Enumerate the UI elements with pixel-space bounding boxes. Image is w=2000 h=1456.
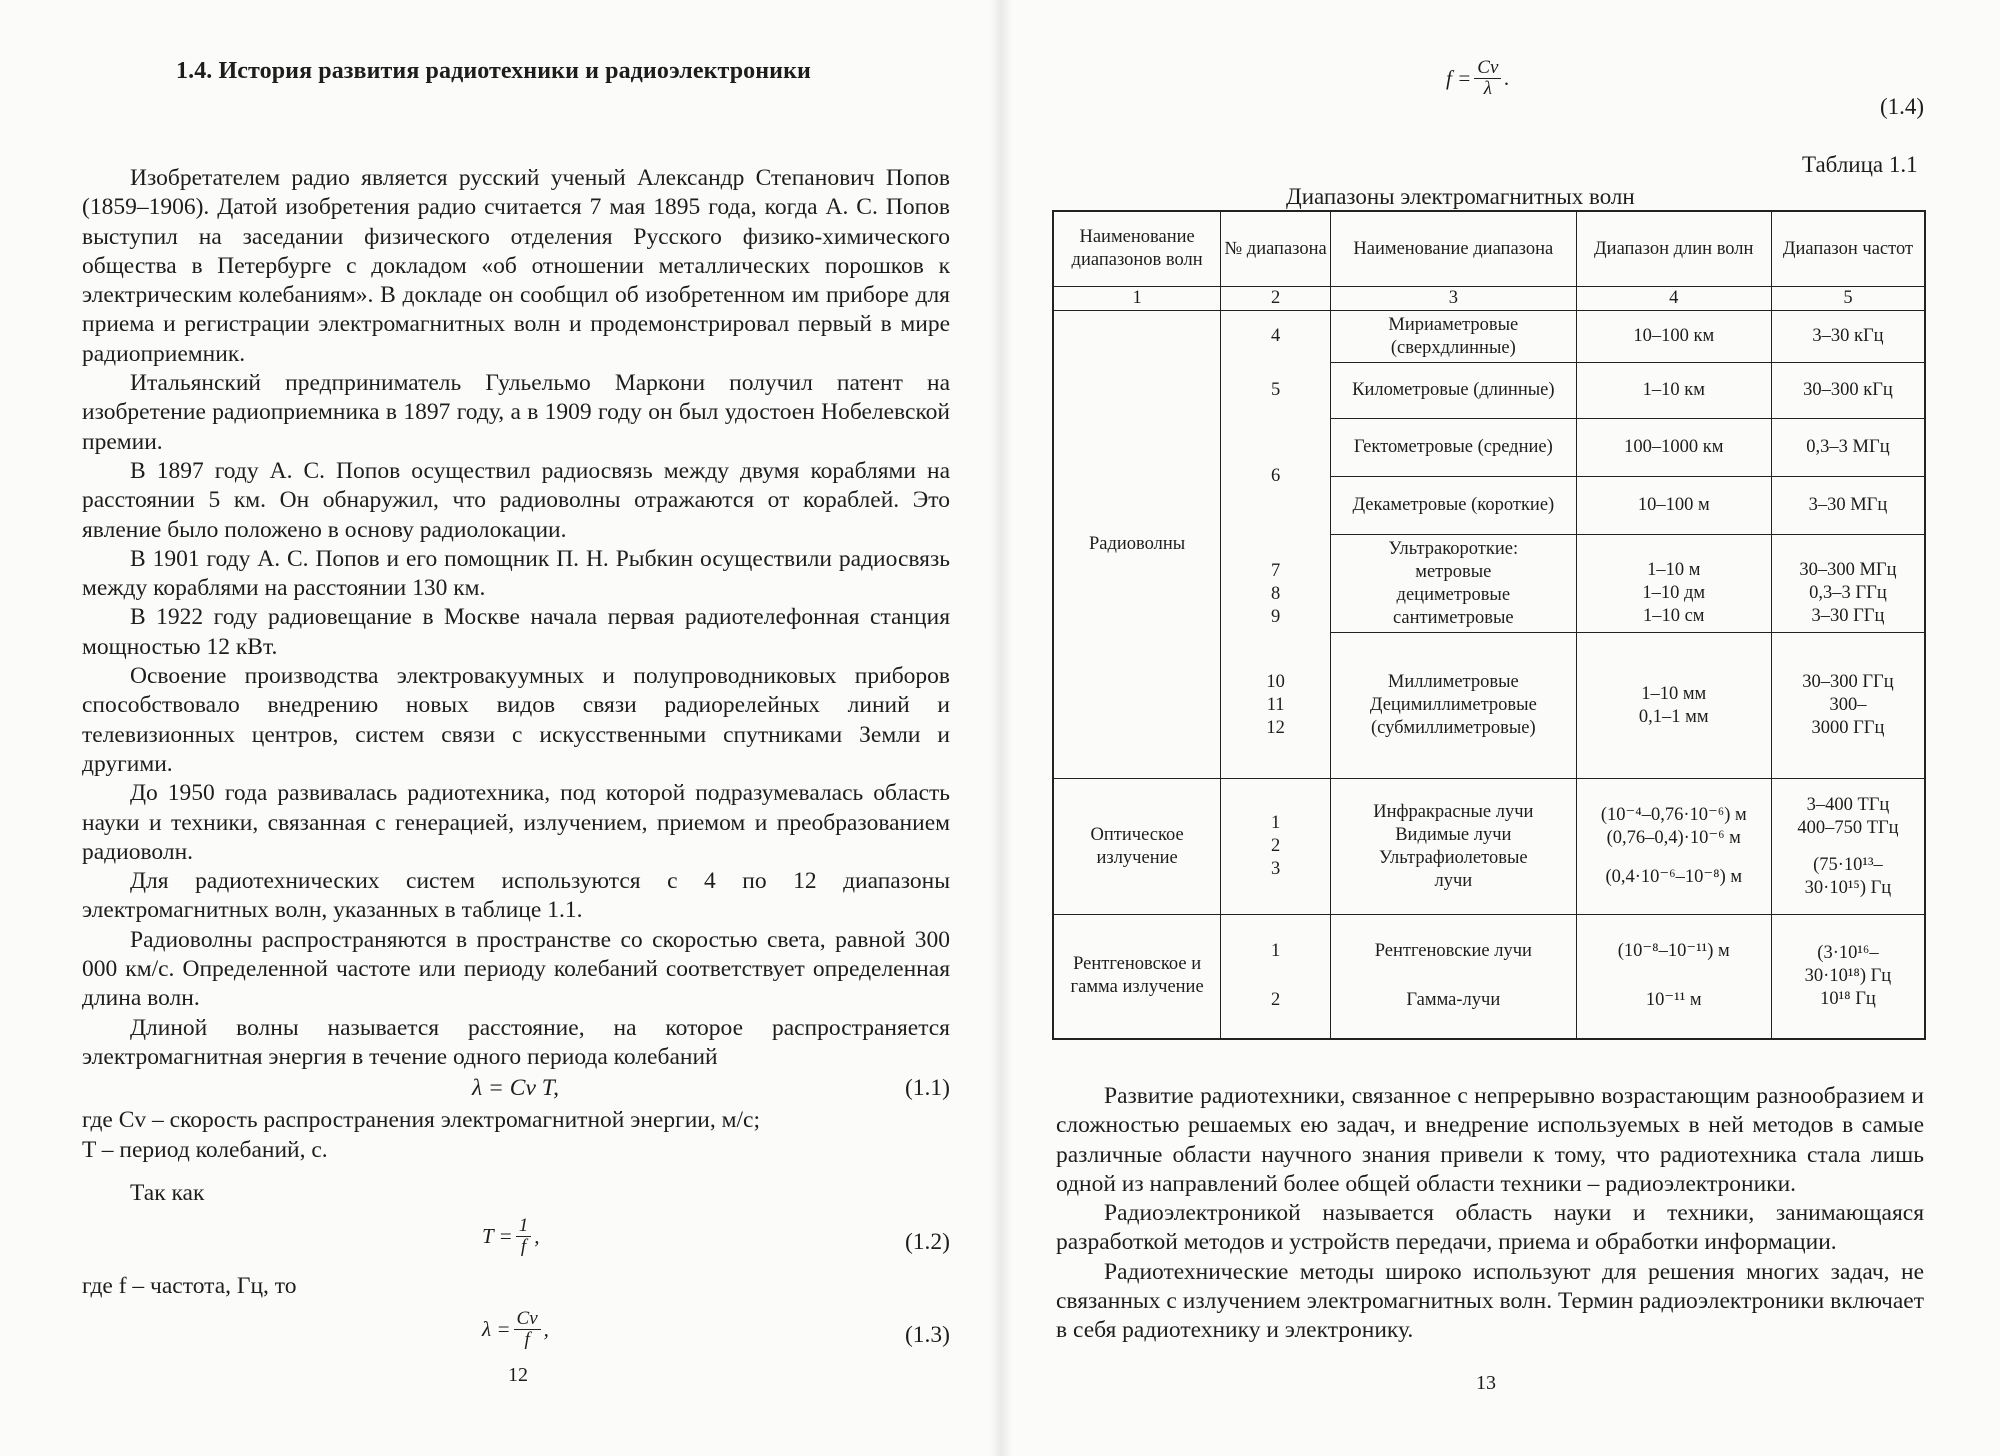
table-cell: 10–100 км [1576, 311, 1771, 363]
table-cell: Мириаметровые (сверхдлинные) [1331, 311, 1577, 363]
cell-line: 300– [1829, 695, 1867, 715]
cell-line: метровые [1415, 561, 1492, 582]
formula-number: (1.2) [904, 1229, 950, 1256]
formula-lhs: λ = [482, 1317, 511, 1342]
table-header-cell: Диапазон частот [1771, 211, 1925, 287]
table-cell: 1–10 км [1576, 363, 1771, 419]
fraction-numerator: 1 [516, 1216, 532, 1237]
table-header-cell: Диапазон длин волн [1576, 211, 1771, 287]
page-number: 13 [1476, 1372, 1496, 1394]
table-header-cell: № диапазона [1221, 211, 1331, 287]
fraction [514, 1309, 541, 1350]
cell-line: сантиметровые [1393, 607, 1514, 628]
cell-line: (75·10¹³– [1813, 854, 1883, 875]
cell-line: 7 [1271, 560, 1281, 581]
table-header-cell: Наименование диапазонов волн [1053, 211, 1221, 287]
section-title: 1.4. История развития радиотехники и радиоэлектроники [176, 58, 811, 84]
formula-lhs: f = [1446, 66, 1472, 90]
fraction-numerator: Cv [514, 1309, 541, 1330]
table-group-cell: Оптическое излучение [1053, 779, 1221, 915]
formula-1-1 [82, 1074, 950, 1104]
table-cell [1221, 915, 1331, 1039]
paragraph: В 1901 году А. С. Попов и его помощник П. Н. Рыбкин осуществили радиосвязь между кораблями на расстоянии 130 км. [82, 545, 950, 602]
table-cell [1331, 633, 1577, 779]
paragraph: Радиоволны распространяются в пространстве со скоростью света, равной 300 000 км/с. Определенной частоте или периоду колебаний соответствует определенная длина волн. [82, 926, 950, 1012]
cell-line: Инфракрасные лучи [1373, 801, 1534, 822]
table-cell [1331, 535, 1577, 633]
table-cell: 100–1000 км [1576, 419, 1771, 477]
table-row [1053, 311, 1925, 363]
table-cell: 6 [1221, 419, 1331, 535]
cell-line: Рентгеновские лучи [1374, 941, 1532, 962]
fraction-denominator: f [524, 1329, 530, 1351]
table-cell [1771, 915, 1925, 1039]
cell-line: 9 [1271, 606, 1281, 627]
table-cell [1576, 535, 1771, 633]
table-cell [1576, 633, 1771, 779]
cell-line: 1–10 мм [1641, 683, 1707, 704]
cell-line: Миллиметровые [1387, 672, 1519, 692]
table-cell: Километровые (длинные) [1331, 363, 1577, 419]
cell-line: 3 [1271, 859, 1281, 879]
cell-line: 2 [1271, 836, 1281, 856]
paragraph: Радиотехнические методы широко используют для решения многих задач, не связанных с излучением электромагнитных волн. Термин радиоэлектроники включает в себя радиотехнику и электронику. [1056, 1258, 1924, 1344]
formula-tail: , [534, 1223, 540, 1248]
cell-line: 3–400 ТГц [1806, 794, 1890, 815]
cell-line: 30·10¹⁵) Гц [1804, 877, 1892, 898]
fraction-denominator: f [520, 1236, 527, 1258]
paragraph: Итальянский предприниматель Гульельмо Маркони получил патент на изобретение радиоприемника в 1897 году, а в 1909 году он был удостоен Нобелевской премии. [82, 370, 950, 455]
cell-line: 1–10 м [1647, 560, 1701, 580]
fraction [1474, 58, 1501, 99]
formula-1-2 [82, 1208, 950, 1272]
table-header-cell: Наименование диапазона [1331, 211, 1577, 287]
cell-line: 30–300 МГц [1799, 560, 1897, 580]
cell-line: (3·10¹⁶– [1817, 942, 1879, 963]
cell-line: 10 [1266, 671, 1285, 692]
table-cell [1576, 915, 1771, 1039]
table-cell [1331, 779, 1577, 915]
cell-line: Видимые лучи [1395, 824, 1512, 845]
paragraph: В 1897 году А. С. Попов осуществил радиосвязь между двумя кораблями на расстоянии 5 км. Он обнаружил, что радиоволны отражаются от кораблей. Это явление было положено в основу радиолокации. [82, 457, 950, 543]
paragraph: Развитие радиотехники, связанное с непрерывно возрастающим разнообразием и сложностью решаемых ею задач, и внедрение используемых в ней методов в самые различные области научного знания привели к тому, что радиотехника стала лишь одной из направлений более общей области техники – радиоэлектроники. [1056, 1083, 1924, 1197]
paragraph: До 1950 года развивалась радиотехника, под которой подразумевалась область науки и техники, связанная с генерацией, излучением, приемом и преобразованием радиоволн. [82, 780, 950, 865]
right-page [1000, 0, 2000, 1456]
table-row [1053, 915, 1925, 1039]
paragraph: Освоение производства электровакуумных и полупроводниковых приборов способствовало внедрению новых видов связи радиорелейных линий и телевизионных центров, систем связи с искусственными спутниками Земли и другими. [82, 663, 950, 777]
table-label: Таблица 1.1 [1802, 152, 1918, 177]
table-cell: 3–30 кГц [1771, 311, 1925, 363]
formula-number: (1.4) [1880, 94, 1925, 119]
paragraph: Длиной волны называется расстояние, на которое распространяется электромагнитная энергия в течение одного периода колебаний [82, 1014, 950, 1070]
cell-line: 400–750 ТГц [1797, 817, 1899, 838]
paragraph: Для радиотехнических систем используются с 4 по 12 диапазоны электромагнитных волн, указанных в таблице 1.1. [82, 868, 950, 924]
table-cell: 4 [1576, 287, 1771, 311]
table-cell [1221, 535, 1331, 633]
page-number: 12 [508, 1364, 528, 1386]
cell-line: 2 [1271, 990, 1281, 1011]
cell-line: Ультрафиолетовые [1379, 847, 1528, 868]
cell-line: 1–10 дм [1642, 583, 1706, 603]
cell-line: лучи [1434, 870, 1473, 891]
table-cell: Гектометровые (средние) [1331, 419, 1577, 477]
cell-line: 11 [1266, 694, 1285, 715]
table-header-row [1053, 211, 1925, 287]
table-group-cell: Радиоволны [1053, 311, 1221, 779]
cell-line: 3–30 ГГц [1811, 606, 1885, 626]
paragraph: Радиоэлектроникой называется область науки и техники, занимающаяся разработкой методов и устройств передачи, приема и обработки информации. [1056, 1200, 1924, 1256]
table-cell: 4 [1221, 311, 1331, 363]
paragraph: Изобретателем радио является русский ученый Александр Степанович Попов (1859–1906). Датой изобретения радио считается 7 мая 1895 года, когда А. С. Попов выступил на заседании физического отделения Русского физико-химического общества в Петербурге с докладом «об отношении металлических порошков к электрическим колебаниям». В докладе он сообщил об изобретенном им приборе для приема и регистрации электромагнитных волн и продемонстрировал первый в мире радиоприемник. [82, 165, 950, 367]
paragraph: В 1922 году радиовещание в Москве начала первая радиотелефонная станция мощностью 12 кВт. [82, 604, 950, 660]
table-cell: 1 [1053, 287, 1221, 311]
where-f-line: где f – частота, Гц, то [82, 1273, 297, 1300]
table-cell [1331, 915, 1577, 1039]
cell-line: 12 [1266, 717, 1285, 738]
cell-line: Ультракороткие: [1388, 538, 1519, 559]
formula-tail: . [1504, 66, 1510, 90]
table-cell [1576, 779, 1771, 915]
table-cell: 3 [1331, 287, 1577, 311]
formula-tail: , [543, 1317, 549, 1342]
cell-line: 3000 ГГц [1811, 718, 1885, 738]
table-caption: Диапазоны электромагнитных волн [1286, 184, 1635, 209]
table-cell: 0,3–3 МГц [1771, 419, 1925, 477]
cell-line: 0,3–3 ГГц [1809, 583, 1887, 603]
cell-line: (10⁻⁸–10⁻¹¹) м [1617, 941, 1730, 962]
formula-expr: λ = Cv T, [472, 1075, 559, 1102]
table-cell: 30–300 кГц [1771, 363, 1925, 419]
formula-1-3 [82, 1301, 950, 1365]
where-t-line: T – период колебаний, с. [82, 1136, 328, 1163]
table-index-row [1053, 287, 1925, 311]
formula-lhs: T = [482, 1223, 513, 1248]
table-cell: Декаметровые (короткие) [1331, 477, 1577, 535]
cell-line: (0,4·10⁻⁶–10⁻⁸) м [1605, 867, 1743, 887]
table-cell: 5 [1771, 287, 1925, 311]
table-group-cell: Рентгеновское и гамма излучение [1053, 915, 1221, 1039]
cell-line: 10⁻¹¹ м [1645, 990, 1702, 1011]
cell-line: 30·10¹⁸) Гц [1804, 965, 1892, 986]
table-cell [1221, 779, 1331, 915]
formula-1-4 [1446, 58, 1510, 99]
cell-line: 0,1–1 мм [1638, 706, 1709, 727]
cell-line: 1 [1271, 813, 1281, 833]
left-body-text [82, 164, 950, 1365]
table-cell: 3–30 МГц [1771, 477, 1925, 535]
cell-line: 1 [1271, 941, 1281, 962]
right-body-text [1056, 1082, 1924, 1346]
cell-line: 1–10 см [1642, 606, 1705, 626]
cell-line: 30–300 ГГц [1802, 672, 1894, 692]
wave-ranges-table [1052, 210, 1926, 1040]
since-line: Так как [130, 1179, 205, 1206]
cell-line: Децимиллиметровые [1369, 695, 1537, 715]
cell-line: (0,76–0,4)·10⁻⁶ м [1606, 828, 1741, 848]
where-cv-line: где Cv – скорость распространения электромагнитной энергии, м/с; [82, 1107, 760, 1134]
cell-line: (субмиллиметровые) [1371, 718, 1536, 738]
cell-line: 8 [1271, 583, 1281, 604]
cell-line: (10⁻⁴–0,76·10⁻⁶) м [1600, 805, 1747, 825]
cell-line: Гамма-лучи [1406, 990, 1501, 1011]
table-cell [1771, 535, 1925, 633]
formula-number: (1.3) [904, 1322, 950, 1349]
formula-number: (1.1) [904, 1075, 950, 1102]
table-cell: 5 [1221, 363, 1331, 419]
table-cell: 2 [1221, 287, 1331, 311]
table-cell [1771, 779, 1925, 915]
cell-line: 10¹⁸ Гц [1820, 988, 1876, 1009]
fraction-numerator: Cv [1474, 58, 1501, 79]
table-cell: 10–100 м [1576, 477, 1771, 535]
cell-line: дециметровые [1396, 584, 1511, 605]
fraction [516, 1216, 532, 1257]
table-cell [1771, 633, 1925, 779]
table-row [1053, 779, 1925, 915]
fraction-denominator: λ [1483, 78, 1492, 99]
table-cell [1221, 633, 1331, 779]
